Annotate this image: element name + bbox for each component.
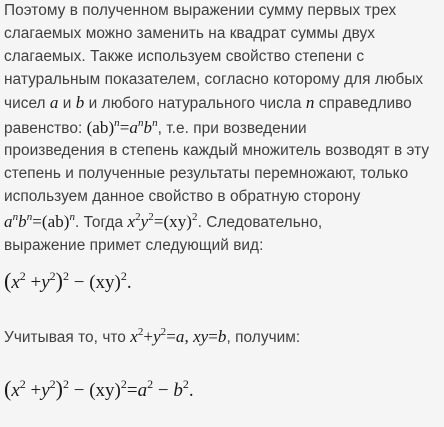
math-paren-xy: (xy) bbox=[163, 212, 192, 231]
math-plus: + bbox=[30, 272, 42, 293]
math-paren-ab: (ab) bbox=[41, 212, 70, 231]
text-line-9: используем данное свойство в обратную сторону bbox=[4, 188, 361, 205]
text-line-10 bbox=[4, 212, 322, 233]
math-exp-2: 2 bbox=[63, 269, 69, 283]
text-line-7: произведения в степень каждый множитель возводят в эту bbox=[4, 142, 430, 159]
math-var-b: b bbox=[18, 212, 27, 231]
math-exp-2: 2 bbox=[19, 377, 26, 391]
text-chisel: чисел bbox=[4, 95, 50, 112]
text-poluchim: , получим: bbox=[226, 329, 301, 346]
math-minus: − bbox=[73, 380, 85, 401]
math-exp-2: 2 bbox=[49, 377, 56, 391]
math-minus: − bbox=[73, 272, 85, 293]
math-var-x: x bbox=[130, 327, 138, 346]
math-exp-2: 2 bbox=[160, 326, 167, 338]
math-var-y: y bbox=[140, 212, 149, 231]
math-exp-2: 2 bbox=[49, 269, 56, 283]
math-equals: = bbox=[153, 212, 164, 231]
math-exp-2: 2 bbox=[137, 326, 144, 338]
text-uchityvaya: Учитывая то, что bbox=[4, 329, 131, 346]
text-sledovatelno: . Следовательно, bbox=[197, 214, 323, 231]
math-equals: = bbox=[208, 327, 218, 346]
math-exp-2: 2 bbox=[182, 377, 189, 391]
math-var-a: a bbox=[4, 212, 13, 231]
math-exp-2: 2 bbox=[120, 377, 127, 391]
math-exp-n: n bbox=[137, 117, 144, 129]
math-var-n: n bbox=[305, 93, 315, 112]
equation-result: $(x^2 +y^2)^2 - (xy)^2=a^2 - b^2$. bbox=[4, 376, 194, 401]
math-exp-2: 2 bbox=[147, 377, 154, 391]
text-line-11: выражение примет следующий вид: bbox=[4, 237, 264, 254]
math-substitution bbox=[130, 327, 226, 346]
math-var-x: x bbox=[11, 272, 20, 293]
math-var-a: a bbox=[129, 118, 138, 137]
text-line-4: натуральным показателем, согласно которому для любых bbox=[4, 71, 424, 88]
math-var-y: y bbox=[41, 272, 50, 293]
math-var-x: x bbox=[127, 212, 136, 231]
text-line-13 bbox=[4, 327, 300, 348]
math-exp-2: 2 bbox=[148, 211, 154, 223]
math-exp-n: n bbox=[69, 211, 76, 223]
math-var-x: x bbox=[11, 380, 20, 401]
math-exp-2: 2 bbox=[120, 269, 127, 283]
math-equals: = bbox=[166, 327, 176, 346]
math-var-y: y bbox=[41, 380, 50, 401]
math-var-b: b bbox=[217, 327, 227, 346]
math-paren-xy: (xy) bbox=[89, 380, 121, 401]
math-var-y: y bbox=[200, 327, 209, 346]
equation-expression: $(x^2 +y^2)^2 - (xy)^2$. bbox=[4, 268, 132, 293]
text-natural-number: и любого натурального числа bbox=[84, 95, 306, 112]
math-power-rule bbox=[87, 118, 158, 137]
math-plus: + bbox=[30, 380, 42, 401]
math-minus: − bbox=[157, 380, 169, 401]
math-x2y2 bbox=[127, 212, 197, 231]
math-comma: , bbox=[184, 327, 189, 346]
math-paren-xy: (xy) bbox=[89, 272, 121, 293]
text-line-3: слагаемых. Также используем свойство степени с bbox=[4, 48, 365, 65]
math-equals: = bbox=[32, 212, 42, 231]
math-var-a: a bbox=[49, 93, 59, 112]
math-paren-ab: (ab) bbox=[86, 118, 115, 137]
math-exp-2: 2 bbox=[19, 269, 26, 283]
math-var-b: b bbox=[75, 93, 85, 112]
text-line-8: степень и полученные результаты перемножают, только bbox=[4, 165, 409, 182]
math-equals: = bbox=[119, 118, 130, 137]
math-var-a: a bbox=[175, 327, 185, 346]
math-reverse-rule bbox=[4, 212, 75, 231]
text-line-5 bbox=[4, 93, 412, 114]
math-var-y: y bbox=[153, 327, 161, 346]
math-var-a: a bbox=[137, 380, 148, 401]
text-togda: . Тогда bbox=[75, 214, 128, 231]
text-line-1: Поэтому в полученном выражении сумму первых трех bbox=[4, 2, 397, 19]
math-exp-n: n bbox=[12, 211, 19, 223]
text-te: , т.е. при возведении bbox=[157, 120, 307, 137]
text-ravenstvo: равенство: bbox=[4, 120, 87, 137]
math-period: . bbox=[188, 380, 194, 401]
math-exp-n: n bbox=[114, 117, 120, 129]
math-exp-n: n bbox=[152, 117, 158, 129]
math-exp-2: 2 bbox=[135, 211, 141, 223]
math-var-b: b bbox=[173, 380, 183, 401]
math-exp-2: 2 bbox=[63, 377, 69, 391]
math-var-b: b bbox=[143, 118, 153, 137]
math-plus: + bbox=[143, 327, 154, 346]
math-equals: = bbox=[126, 380, 138, 401]
math-period: . bbox=[126, 272, 132, 293]
text-line-6 bbox=[4, 118, 307, 139]
math-exp-2: 2 bbox=[192, 211, 198, 223]
text-spravedlivo: справедливо bbox=[314, 95, 412, 112]
text-i: и bbox=[58, 95, 76, 112]
math-var-x: x bbox=[193, 327, 201, 346]
text-line-2: слагаемых можно заменить на квадрат суммы двух bbox=[4, 25, 375, 42]
math-exp-n: n bbox=[26, 211, 33, 223]
